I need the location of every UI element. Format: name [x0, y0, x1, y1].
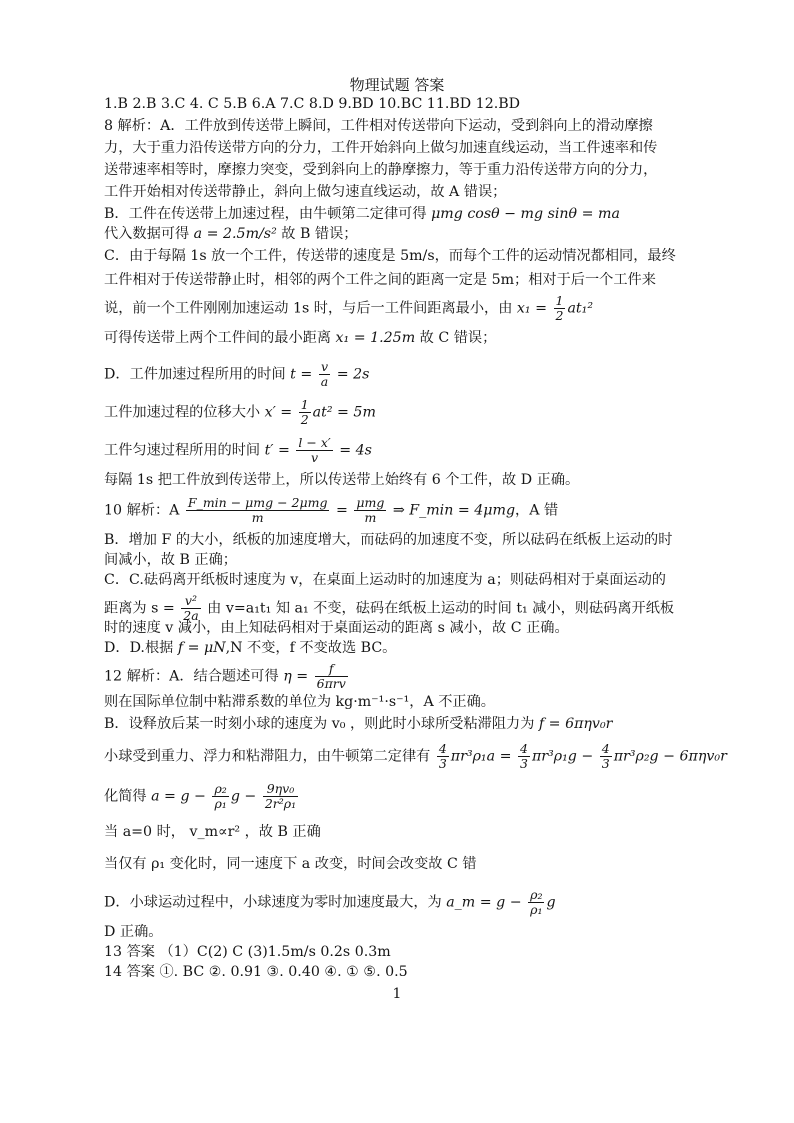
q12-a-line-2: 则在国际单位制中粘滞系数的单位为 kg·m⁻¹·s⁻¹，A 不正确。	[104, 694, 495, 710]
q8-line-3: 送带速率相等时，摩擦力突变，受到斜向上的静摩擦力，等于重力沿传送带方向的分力，	[104, 162, 658, 178]
text: 12 解析：A．结合题述可得	[104, 668, 284, 685]
formula: = 4s	[334, 442, 372, 459]
denominator: v	[311, 450, 319, 465]
page-number: 1	[392, 986, 402, 1002]
q8-line-2: 力，大于重力沿传送带方向的分力，工件开始斜向上做匀加速直线运动，当工件速率和传	[104, 140, 658, 156]
numerator: v²	[181, 594, 200, 609]
numerator: ρ₂	[530, 887, 543, 902]
fraction	[600, 742, 612, 771]
q8-line-4: 工件开始相对传送带静止，斜向上做匀速直线运动，故 A 错误；	[104, 184, 507, 200]
denominator: ρ₁	[530, 902, 543, 917]
formula: x₁ = 1.25m	[335, 330, 416, 346]
fraction	[296, 436, 332, 465]
text: 化简得	[104, 788, 152, 805]
formula: μmg cosθ − mg sinθ = ma	[431, 206, 620, 222]
q10-c-line-1: C．C.砝码离开纸板时速度为 v，在桌面上运动时的加速度为 a；则砝码相对于桌面运动的	[104, 572, 666, 588]
fraction	[354, 496, 386, 525]
formula: g −	[230, 788, 261, 805]
formula: t =	[290, 366, 317, 383]
page-title: 物理试题 答案	[349, 76, 445, 94]
q12-b-line-2	[104, 742, 727, 771]
formula: η =	[283, 668, 313, 685]
text: 说，前一个工件刚刚加速运动 1s 时，与后一工件间距离最小，由	[104, 300, 517, 317]
formula: πr³ρ₁g −	[531, 748, 598, 765]
numerator: 1	[555, 293, 564, 308]
formula: = 2s	[332, 366, 370, 383]
text: D．工件加速过程所用的时间	[104, 366, 291, 383]
q12-d-line-1	[104, 888, 556, 917]
answer-key: 1.B 2.B 3.C 4. C 5.B 6.A 7.C 8.D 9.BD 10.BC 11.BD 12.BD	[104, 96, 521, 112]
numerator: ρ₂	[214, 781, 227, 796]
q12-b-line-4: 当 a=0 时， v_m∝r² ，故 B 正确	[104, 824, 321, 840]
fraction	[263, 782, 298, 811]
numerator: 1	[300, 397, 309, 412]
q8-d-line-2	[104, 398, 376, 427]
text: 可得传送带上两个工件间的最小距离	[104, 330, 336, 346]
q8-b-line-1	[104, 204, 620, 224]
text: B．工件在传送带上加速过程，由牛顿第二定律可得	[104, 206, 432, 222]
text: 小球受到重力、浮力和粘滞阻力，由牛顿第二定律有	[104, 748, 435, 765]
denominator: ρ₁	[214, 796, 227, 811]
formula: f = 6πηv₀r	[538, 716, 613, 732]
text: 故 C 错误；	[415, 330, 497, 346]
formula: πr³ρ₂g − 6πηv₀r	[613, 748, 727, 765]
formula: a = g −	[151, 788, 211, 805]
denominator: 2r²ρ₁	[264, 796, 297, 811]
text: 工件匀速过程所用的时间	[104, 442, 265, 459]
denominator: 2	[300, 412, 309, 427]
denominator: 2	[555, 308, 564, 323]
q12-b-line-1	[104, 714, 612, 734]
numerator: 4	[601, 741, 610, 756]
text: ,N 不变，f 不变故选 BC。	[225, 640, 397, 656]
fraction	[315, 662, 348, 691]
q8-c-line-2: 工件相对于传送带静止时，相邻的两个工件之间的距离一定是 5m；相对于后一个工件来	[104, 272, 656, 288]
text: 工件加速过程的位移大小	[104, 404, 265, 421]
formula: at₁²	[567, 300, 594, 317]
q10-d-line	[104, 638, 396, 658]
q10-b-line-1: B．增加 F 的大小，纸板的加速度增大，而砝码的加速度不变，所以砝码在纸板上运动的时	[104, 532, 673, 548]
text: 故 B 错误；	[276, 226, 358, 242]
numerator: l − x′	[298, 435, 331, 450]
text: 由 v=a₁t₁ 知 a₁ 不变，砝码在纸板上运动的时间 t₁ 减小，则砝码离开纸板	[202, 600, 675, 617]
q8-b-line-2	[104, 224, 358, 244]
q13-answer: 13 答案 （1）C(2) C (3)1.5m/s 0.2s 0.3m	[104, 944, 391, 960]
numerator: 4	[438, 741, 447, 756]
formula: a = 2.5m/s²	[193, 226, 277, 242]
fraction	[212, 782, 228, 811]
q8-c-line-1: C．由于每隔 1s 放一个工件，传送带的速度是 5m/s，而每个工件的运动情况都相同，最终	[104, 248, 676, 264]
fraction	[319, 360, 330, 389]
q14-answer: 14 答案 ①. BC ②. 0.91 ③. 0.40 ④. ① ⑤. 0.5	[104, 964, 408, 980]
numerator: 9ηv₀	[263, 782, 298, 797]
fraction	[528, 888, 544, 917]
formula: x′ =	[264, 404, 297, 421]
denominator: 6πrv	[316, 676, 346, 691]
numerator: μmg	[356, 495, 385, 510]
text: 10 解析：A	[104, 502, 184, 519]
denominator: m	[251, 510, 264, 525]
formula: a_m = g −	[446, 894, 527, 911]
formula: t′ =	[264, 442, 295, 459]
q12-d-line-2: D 正确。	[104, 924, 163, 940]
numerator: v	[319, 360, 330, 375]
q10-b-line-2: 间减小，故 B 正确；	[104, 552, 237, 568]
q8-d-line-4: 每隔 1s 把工件放到传送带上，所以传送带上始终有 6 个工件，故 D 正确。	[104, 472, 580, 488]
q8-d-line-3	[104, 436, 372, 465]
text: D．小球运动过程中，小球速度为零时加速度最大，为	[104, 894, 447, 911]
q12-a-line-1	[104, 662, 350, 691]
q8-c-line-4	[104, 328, 496, 348]
q10-c-line-3: 时的速度 v 减小，由上知砝码相对于桌面运动的距离 s 减小，故 C 正确。	[104, 620, 569, 636]
fraction	[518, 742, 530, 771]
q8-c-line-3	[104, 294, 593, 323]
denominator: 3	[519, 756, 528, 771]
numerator: F_min − μmg − 2μmg	[187, 495, 328, 510]
text: 代入数据可得	[104, 226, 194, 242]
formula: g	[546, 894, 556, 911]
q12-c-line: 当仅有 ρ₁ 变化时，同一速度下 a 改变，时间会改变故 C 错	[104, 856, 477, 872]
q8-line-1: 8 解析：A．工件放到传送带上瞬间，工件相对传送带向下运动，受到斜向上的滑动摩擦	[104, 118, 653, 134]
text: 距离为 s =	[104, 600, 180, 617]
text: B．设释放后某一时刻小球的速度为 v₀ ，则此时小球所受粘滞阻力为	[104, 716, 539, 732]
q8-d-line-1	[104, 360, 369, 389]
numerator: 4	[519, 741, 528, 756]
q12-b-line-3	[104, 782, 300, 811]
denominator: m	[364, 510, 377, 525]
fraction	[186, 496, 330, 525]
formula: f = μN	[177, 640, 226, 656]
denominator: 3	[438, 756, 447, 771]
formula: ⇒ F_min = 4μmg	[388, 502, 516, 519]
fraction	[437, 742, 449, 771]
fraction	[554, 294, 566, 323]
formula: πr³ρ₁a =	[450, 748, 516, 765]
formula: x₁ =	[516, 300, 552, 317]
text: ，A 错	[515, 502, 559, 519]
text: D．D.根据	[104, 640, 178, 656]
q10-a-line	[104, 496, 558, 525]
numerator: f	[315, 662, 348, 677]
formula: at² = 5m	[312, 404, 376, 421]
denominator: a	[320, 374, 329, 389]
fraction	[299, 398, 311, 427]
formula: =	[331, 502, 353, 519]
denominator: 3	[601, 756, 610, 771]
denominator: 2a	[183, 608, 199, 623]
